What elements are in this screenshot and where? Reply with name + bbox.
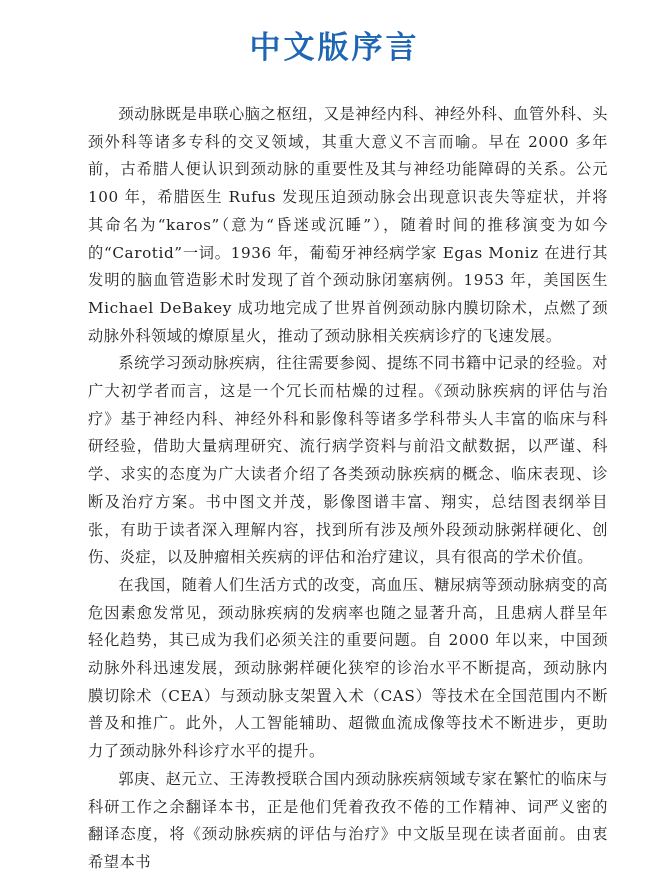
preface-body [88, 101, 608, 877]
paragraph-1: 颈动脉既是串联心脑之枢纽，又是神经内科、神经外科、血管外科、头颈外科等诸多专科的交叉领域，其重大意义不言而喻。早在 2000 多年前，古希腊人便认识到颈动脉的重要性及其与神经功能障碍的关系。公元 100 年，希腊医生 Rufus 发现压迫颈动脉会出现意识丧失等症状，并将其命名为“karos”（意为“昏迷或沉睡”），随着时间的推移演变为如今的“Carotid”一词。1936 年，葡萄牙神经病学家 Egas Moniz 在进行其发明的脑血管造影术时发现了首个颈动脉闭塞病例。1953 年，美国医生 Michael DeBakey 成功地完成了世界首例颈动脉内膜切除术，点燃了颈动脉外科领域的燎原星火，推动了颈动脉相关疾病诊疗的飞速发展。 [88, 105, 608, 345]
page-title: 中文版序言 [249, 30, 420, 66]
paragraph-3: 在我国，随着人们生活方式的改变，高血压、糖尿病等颈动脉病变的高危因素愈发常见，颈动脉疾病的发病率也随之显著升高，且患病人群呈年轻化趋势，其已成为我们必须关注的重要问题。自 2000 年以来，中国颈动脉外科迅速发展，颈动脉粥样硬化狭窄的诊治水平不断提高，颈动脉内膜切除术（CEA）与颈动脉支架置入术（CAS）等技术在全国范围内不断普及和推广。此外，人工智能辅助、超微血流成像等技术不断进步，更助力了颈动脉外科诊疗水平的提升。 [88, 575, 608, 761]
paragraph-4: 郭庚、赵元立、王涛教授联合国内颈动脉疾病领域专家在繁忙的临床与科研工作之余翻译本书，正是他们凭着孜孜不倦的工作精神、词严义密的翻译态度，将《颈动脉疾病的评估与治疗》中文版呈现在读者面前。由衷希望本书 [88, 769, 608, 871]
paragraph-2: 系统学习颈动脉疾病，往往需要参阅、提练不同书籍中记录的经验。对广大初学者而言，这是一个冗长而枯燥的过程。《颈动脉疾病的评估与治疗》基于神经内科、神经外科和影像科等诸多学科带头人丰富的临床与科研经验，借助大量病理研究、流行病学资料与前沿文献数据，以严谨、科学、求实的态度为广大读者介绍了各类颈动脉疾病的概念、临床表现、诊断及治疗方案。书中图文并茂，影像图谱丰富、翔实，总结图表纲举目张，有助于读者深入理解内容，找到所有涉及颅外段颈动脉粥样硬化、创伤、炎症，以及肿瘤相关疾病的评估和治疗建议，具有很高的学术价值。 [88, 354, 608, 567]
